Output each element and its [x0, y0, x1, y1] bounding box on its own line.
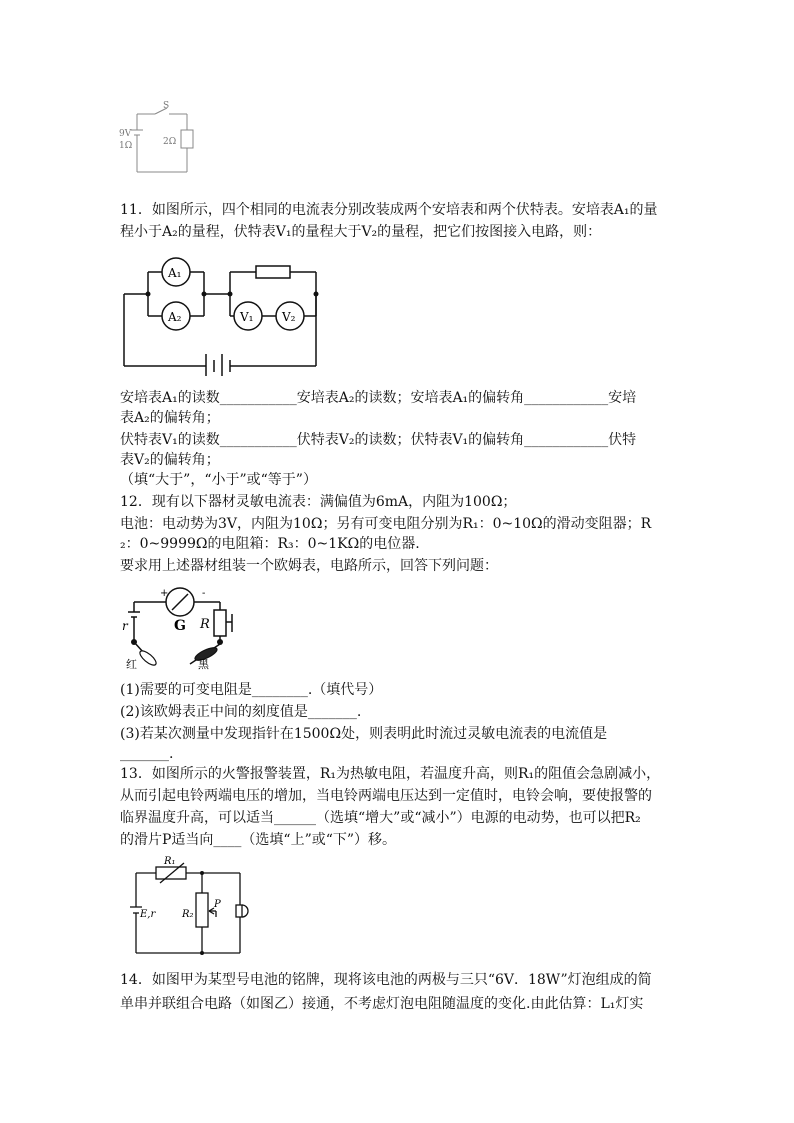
emf-label: 9V — [119, 129, 132, 139]
switch-label: S — [163, 101, 170, 111]
galvanometer-label: G — [174, 618, 186, 634]
q13-line-1: 13．如图所示的火警报警装置，R₁为热敏电阻，若温度升高，则R₁的阻值会急剧减小， — [120, 766, 661, 782]
circuit-figure-q11 — [120, 250, 340, 376]
q13-line-4: 的滑片P适当向____（选填“上”或“下”）移。 — [120, 832, 397, 848]
q12-sub-4: _______. — [120, 746, 174, 762]
q13-line-2: 从而引起电铃两端电压的增加，当电铃两端电压达到一定值时，电铃会响，要使报警的 — [120, 788, 652, 804]
minus-sign: - — [202, 588, 206, 599]
q12-line-2: 电池：电动势为3V，内阻为10Ω；另有可变电阻分别为R₁：0~10Ω的滑动变阻器；R — [120, 516, 652, 532]
q11-answer-line-3: 伏特表V₁的读数___________伏特表V₂的读数；伏特表V₁的偏转角____________伏特 — [120, 432, 637, 448]
q11-answer-line-2: 表A₂的偏转角； — [120, 410, 220, 426]
q12-sub-3: (3)若某次测量中发现指针在1500Ω处，则表明此时流过灵敏电流表的电流值是 — [120, 726, 608, 742]
q12-sub-2: (2)该欧姆表正中间的刻度值是_______. — [120, 704, 362, 720]
internal-r-label: r — [122, 619, 128, 633]
q12-line-4: 要求用上述器材组装一个欧姆表，电路所示，回答下列问题： — [120, 558, 498, 574]
q12-line-3: ₂：0~9999Ω的电阻箱：R₃：0~1KΩ的电位器. — [120, 536, 420, 552]
emf-er-label: E,r — [140, 909, 156, 920]
q14-line-2: 单串并联组合电路（如图乙）接通，不考虑灯泡电阻随温度的变化.由此估算：L₁灯实 — [120, 996, 644, 1012]
q14-line-1: 14．如图甲为某型号电池的铭牌，现将该电池的两极与三只“6V．18W”灯泡组成的简 — [120, 972, 652, 988]
q11-answer-line-4: 表V₂的偏转角； — [120, 452, 220, 468]
fire-alarm-circuit-figure — [120, 855, 270, 959]
q12-line-1: 12．现有以下器材灵敏电流表：满偏值为6mA，内阻为100Ω； — [120, 494, 517, 510]
resistor-label: 2Ω — [163, 137, 177, 147]
voltmeter-v2-label: V₂ — [282, 310, 296, 324]
r1-label: R₁ — [164, 856, 176, 867]
circuit-figure-q10 — [115, 100, 225, 180]
internal-resistance-label: 1Ω — [119, 141, 133, 151]
q13-line-3: 临界温度升高，可以适当______（选填“增大”或“减小”）电源的电动势，也可以把R₂ — [120, 810, 641, 826]
q11-line-1: 11．如图所示，四个相同的电流表分别改装成两个安培表和两个伏特表。安培表A₁的量 — [120, 202, 658, 218]
q11-line-2: 程小于A₂的量程，伏特表V₁的量程大于V₂的量程，把它们按图接入电路，则： — [120, 224, 602, 240]
r2-label: R₂ — [182, 909, 194, 920]
voltmeter-v1-label: V₁ — [240, 310, 254, 324]
red-probe-label: 红 — [126, 658, 137, 670]
ammeter-a1-label: A₁ — [168, 266, 182, 280]
resistor-r-label: R — [200, 617, 210, 632]
q11-answer-line-1: 安培表A₁的读数___________安培表A₂的读数；安培表A₁的偏转角____________安培 — [120, 390, 637, 406]
ammeter-a2-label: A₂ — [168, 310, 182, 324]
q12-sub-1: (1)需要的可变电阻是________.（填代号） — [120, 682, 383, 698]
black-probe-label: 黑 — [198, 658, 209, 670]
q11-answer-hint: （填“大于”，“小于”或“等于”） — [120, 472, 317, 488]
ohmmeter-circuit-figure — [120, 582, 250, 670]
slider-p-label: P — [214, 899, 221, 910]
plus-sign: + — [160, 588, 169, 599]
